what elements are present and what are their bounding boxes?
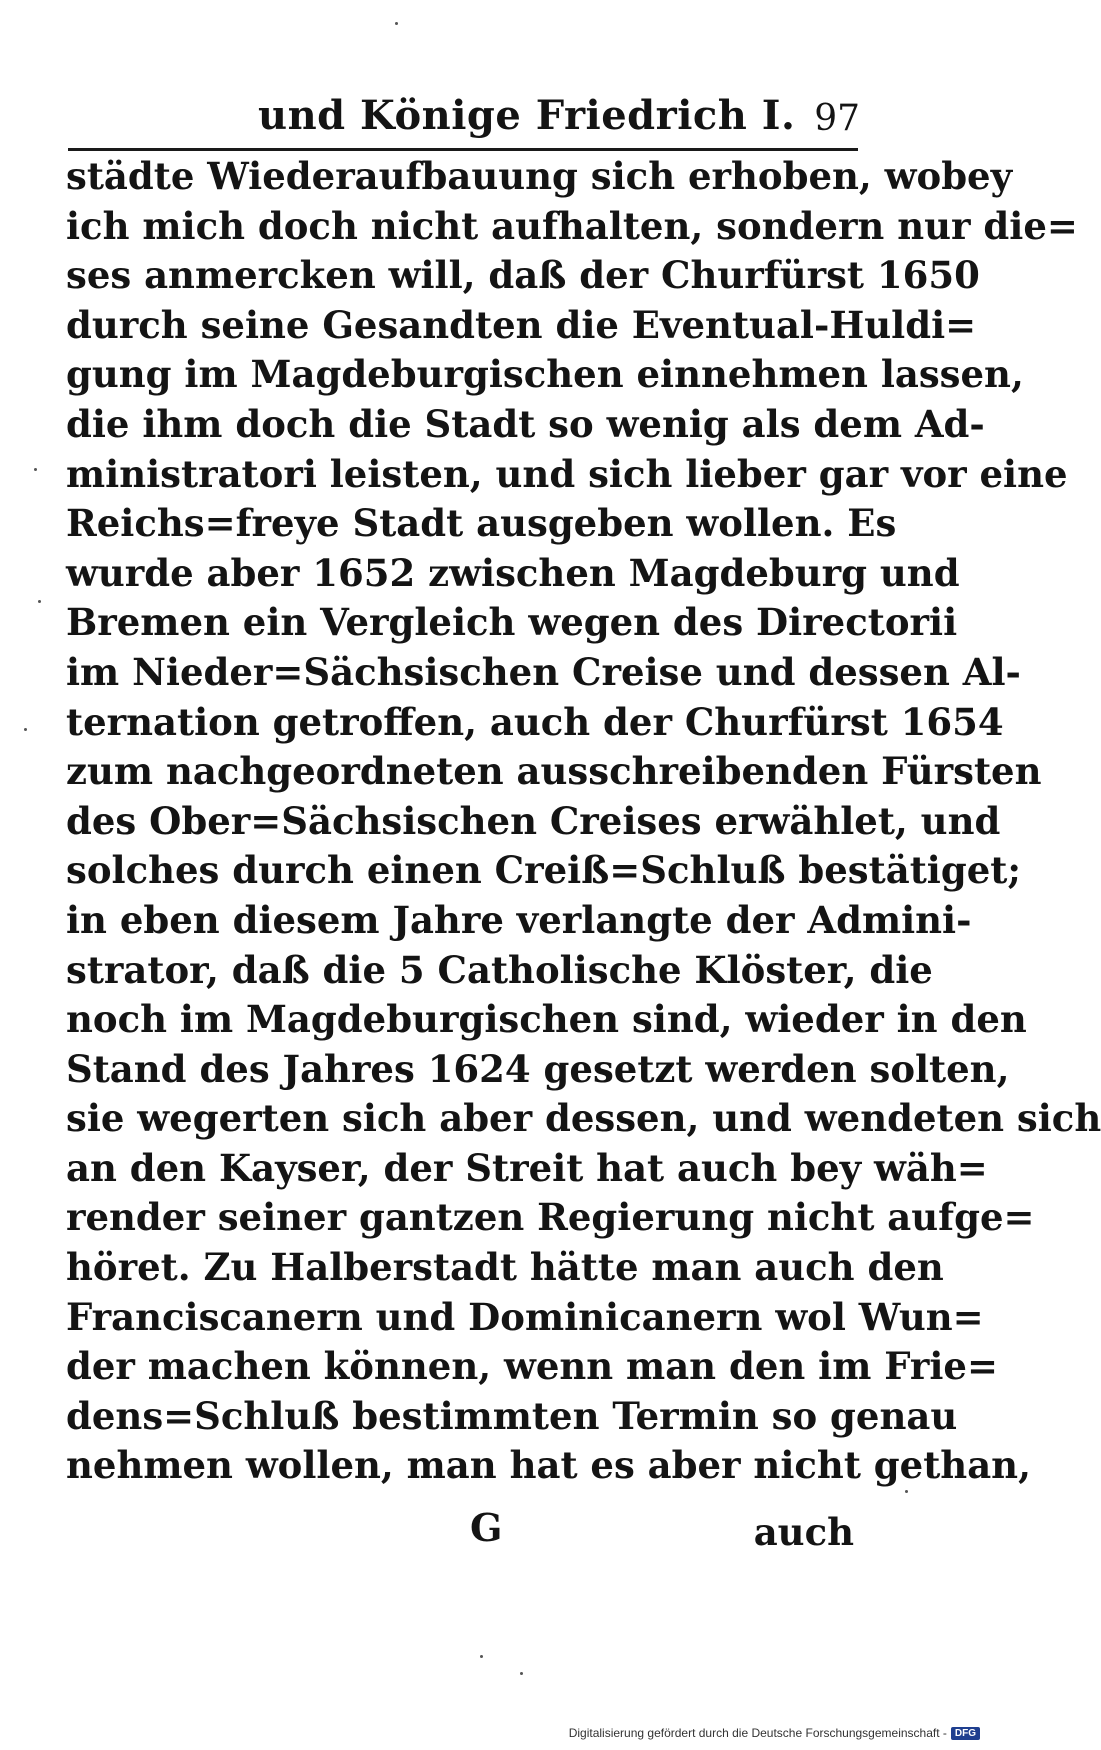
ink-speck <box>905 1490 908 1493</box>
ink-speck <box>34 468 37 471</box>
text-line: dens=Schluß bestimmten Termin so genau <box>66 1393 958 1438</box>
text-line: solches durch einen Creiß=Schluß bestätiget; <box>66 848 1022 893</box>
text-line: im Nieder=Sächsischen Creise und dessen Al- <box>66 649 1021 694</box>
text-line: höret. Zu Halberstadt hätte man auch den <box>66 1245 944 1290</box>
text-line: ich mich doch nicht aufhalten, sondern nur die= <box>66 203 1078 248</box>
page-number: 97 <box>814 98 860 139</box>
text-line: noch im Magdeburgischen sind, wieder in den <box>66 997 1027 1042</box>
text-line: sie wegerten sich aber dessen, und wendeten sich <box>66 1096 1101 1141</box>
catchword: auch <box>753 1510 854 1554</box>
text-line: ministratori leisten, und sich lieber gar vor eine <box>66 451 1068 496</box>
digitization-footer <box>569 1726 980 1740</box>
text-line: strator, daß die 5 Catholische Klöster, die <box>66 947 933 992</box>
running-head <box>70 92 860 144</box>
ink-speck <box>520 1672 523 1675</box>
text-line: Bremen ein Vergleich wegen des Directorii <box>66 600 958 645</box>
text-line: render seiner gantzen Regierung nicht aufge= <box>66 1195 1035 1240</box>
digitization-note: Digitalisierung gefördert durch die Deutsche Forschungsgemeinschaft - <box>568 1726 947 1740</box>
ink-speck <box>24 728 27 731</box>
text-line: nehmen wollen, man hat es aber nicht gethan, <box>66 1443 1031 1488</box>
text-line: wurde aber 1652 zwischen Magdeburg und <box>66 550 960 595</box>
header-rule <box>68 148 858 151</box>
ink-speck <box>395 22 398 25</box>
text-line: ternation getroffen, auch der Churfürst 1654 <box>66 699 1004 744</box>
text-line: des Ober=Sächsischen Creises erwählet, und <box>66 798 1001 843</box>
text-line: zum nachgeordneten ausschreibenden Fürsten <box>66 749 1042 794</box>
ink-speck <box>38 600 41 603</box>
text-line: durch seine Gesandten die Eventual-Huldi= <box>66 302 977 347</box>
text-line: an den Kayser, der Streit hat auch bey wäh= <box>66 1145 988 1190</box>
text-line: städte Wiederaufbauung sich erhoben, wobey <box>66 154 1013 198</box>
text-line: die ihm doch die Stadt so wenig als dem Ad- <box>66 401 985 446</box>
text-line: ses anmercken will, daß der Churfürst 1650 <box>66 253 980 298</box>
ink-speck <box>480 1655 483 1658</box>
body-text <box>66 152 1101 1491</box>
text-line: gung im Magdeburgischen einnehmen lassen, <box>66 352 1024 397</box>
dfg-logo-icon: DFG <box>951 1727 980 1740</box>
text-line: Stand des Jahres 1624 gesetzt werden solten, <box>66 1046 1010 1091</box>
text-line: in eben diesem Jahre verlangte der Admini- <box>66 897 972 942</box>
signature-mark: G <box>470 1505 503 1550</box>
running-head-title: und Könige Friedrich I. <box>258 92 796 139</box>
text-line: der machen können, wenn man den im Frie= <box>66 1344 998 1389</box>
text-line: Franciscanern und Dominicanern wol Wun= <box>66 1294 984 1339</box>
text-line: Reichs=freye Stadt ausgeben wollen. Es <box>66 501 897 546</box>
